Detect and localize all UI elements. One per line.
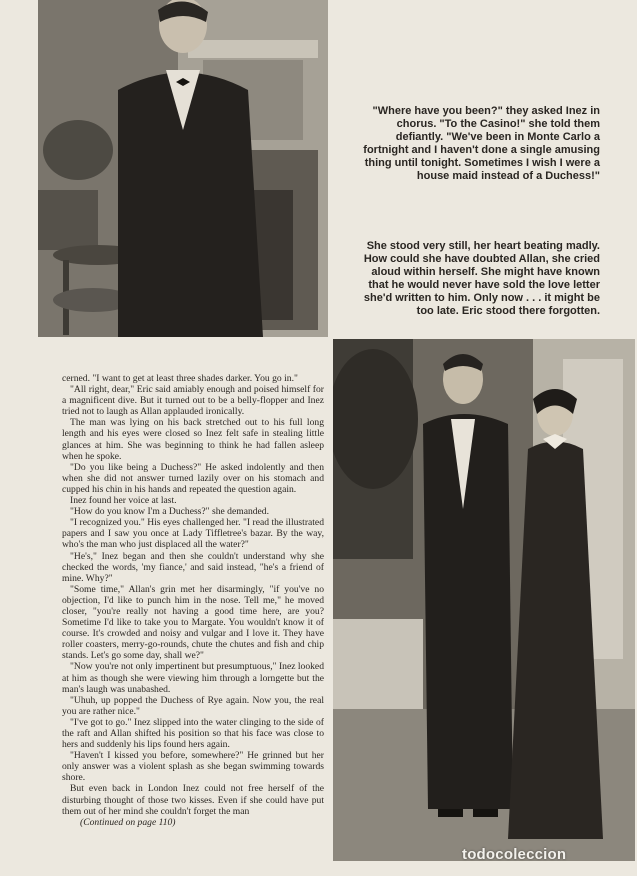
photo-man-in-tuxedo [38,0,328,337]
article-paragraph: "I've got to go." Inez slipped into the water clinging to the side of the raft and Allan shifted his position so that his face was close to hers and suddenly his lips found hers again. [62,716,324,751]
caption-bottom [360,240,600,318]
article-paragraph: But even back in London Inez could not free herself of the disturbing thought of those two kisses. Even if she could have put them out of her mind she couldn't forget the man [62,783,324,817]
photo-man-illustration [38,0,328,337]
article-paragraph: Inez found her voice at last. [70,495,177,507]
continued-note [62,817,324,828]
caption-bottom-text: She stood very still, her heart beating madly. How could she have doubted Allan, she cried aloud within herself. She might have known that he would never have sold the love letter she'd written to him. Only now . . . it might be too late. Eric stood there forgotten. [363,240,600,317]
article-paragraph: cerned. "I want to get at least three shades darker. You go in." [62,373,298,384]
continued-label: (Continued on page 110) [80,816,176,828]
article-paragraph: "Now you're not only impertinent but presumptuous," Inez looked at him as though she were viewing him through a lorngette but the man's laugh was unabashed. [62,661,324,695]
article-paragraph: "Do you like being a Duchess?" He asked indolently and then when she did not answer turned lazily over on his stomach and cupped his chin in his hands and repeated the question again. [62,461,324,495]
article-paragraph: "All right, dear," Eric said amiably enough and poised himself for a magnificent dive. But it turned out to be a belly-flopper and Inez tried not to laugh as Allan applauded ironically. [62,384,324,418]
article-paragraph: The man was lying on his back stretched out to his full long length and his eyes were closed so Inez felt safe in stealing little glances at him. She was beginning to think he had fallen asleep when he spoke. [62,417,324,462]
article-paragraph: "I recognized you." His eyes challenged her. "I read the illustrated papers and I saw you once at Lady Tiffletree's bazar. By the way, who's the man who just displaced all the water?" [62,517,324,551]
photo-couple-illustration [333,339,635,861]
article-paragraph: "Haven't I kissed you before, somewhere?" He grinned but her only answer was a violent splash as she began swimming towards shore. [62,750,324,784]
article-column [62,373,324,828]
watermark-text: todocoleccion [462,846,567,863]
caption-top-text: "Where have you been?" they asked Inez in chorus. "To the Casino!" she told them defiantly. "We've been in Monte Carlo a fortnight and I haven't done a single amusing thing until tonight. Sometimes I wish I were a house maid instead of a Duchess!" [363,105,600,182]
article-paragraph: "How do you know I'm a Duchess?" she demanded. [70,506,269,518]
article-paragraph: "Uhuh, up popped the Duchess of Rye again. Now you, the real you are rather nice." [62,694,324,717]
article-paragraph: "He's," Inez began and then she couldn't understand why she checked the words, 'my fiance,' and said instead, "he's a friend of mine. Why?" [62,550,324,584]
photo-couple-evening-wear [333,339,635,861]
caption-top [360,105,600,183]
article-paragraph: "Some time," Allan's grin met her disarmingly, "if you've no objection, I'd like to punch him in the nose. Tell me," he moved closer, "you're really not having a good time here, are you? Sometime I'd like to take you to Margate. You wouldn't know it of course. It's crowded and noisy and vulgar and I love it. They have roller coasters, merry-go-rounds, chute the chutes and fish and chip stands. Let's go some day, shall we?" [62,583,324,662]
